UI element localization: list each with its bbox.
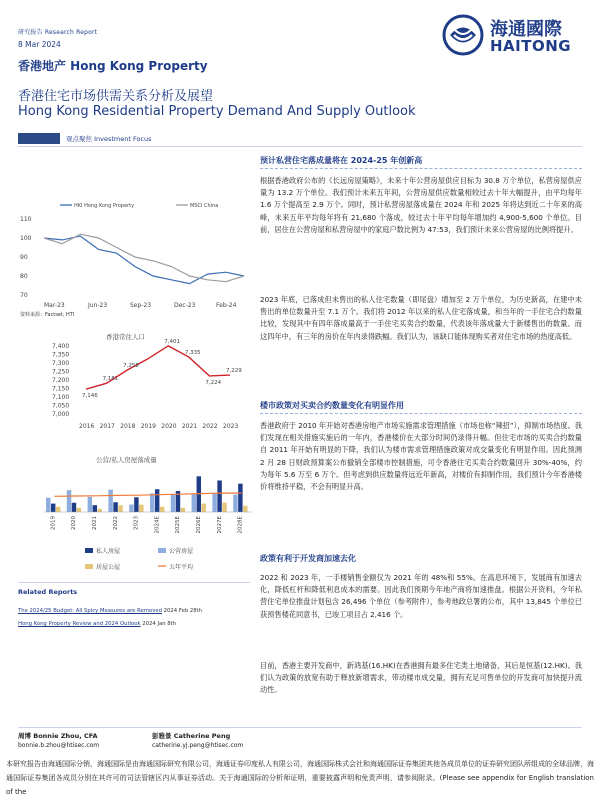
supply-bar bbox=[77, 508, 81, 512]
related-reports-heading: Related Reports bbox=[18, 588, 78, 596]
supply-bar bbox=[192, 494, 196, 512]
population-x-tick: 2016 bbox=[79, 423, 95, 430]
supply-x-tick: 2019 bbox=[50, 516, 57, 530]
section-rule bbox=[260, 413, 582, 414]
supply-bar bbox=[202, 504, 206, 512]
analyst-name: 周博 Bonnie Zhou, CFA bbox=[18, 732, 98, 740]
supply-bar bbox=[56, 507, 60, 512]
haitong-logo bbox=[442, 12, 592, 58]
report-date: 8 Mar 2024 bbox=[18, 40, 61, 49]
supply-bar bbox=[160, 507, 164, 512]
population-x-tick: 2023 bbox=[223, 423, 239, 430]
legend-swatch-hos bbox=[85, 564, 93, 569]
section-paragraph: 目前，香港主要开发商中，新鸿基(16.HK)在香港拥有最多住宅类土地储备，其后是恒基(12.HK)。我们认为政策的放宽有助于释放新增需求，带动楼市成交量，拥有充足可售单位的开发商可加快提升流动性。 bbox=[260, 661, 582, 695]
section-rule bbox=[260, 168, 582, 169]
related-report-date: 2024 Jan 8th bbox=[142, 621, 177, 627]
title-en: Hong Kong Residential Property Demand And Supply Outlook bbox=[18, 104, 416, 119]
sector-title: 香港地产 Hong Kong Property bbox=[18, 59, 208, 73]
supply-bar bbox=[171, 494, 175, 512]
population-chart bbox=[50, 330, 250, 434]
analyst-divider bbox=[18, 727, 582, 728]
population-x-tick: 2022 bbox=[202, 423, 218, 430]
section-paragraph: 2023 年底，已落成但未售出的私人住宅数量（即尾盘）增加至 2 万个单位，为历史新高，在建中未售出的单位数量升至 7.1 万个。我们将 2012 年以来的私人住宅落成量，和当年的一手住宅合约数量比较，发现其中有四年落成量高于一手住宅买卖合约数量，代表该年落成量大于新楼售出的数量。而这四年中，有三年的房价在年内录得跌幅。我们认为，该缺口能体现购买者对住宅市场的热度高低。 bbox=[260, 295, 582, 341]
section-heading: 预计私营住宅落成量将在 2024-25 年创新高 bbox=[260, 156, 423, 165]
population-data-label: 7,181 bbox=[102, 376, 119, 383]
population-x-tick: 2020 bbox=[161, 423, 177, 430]
focus-bar bbox=[18, 133, 60, 144]
supply-bar bbox=[217, 481, 221, 513]
section-paragraph: 根据香港政府公布的《长远房屋策略》，未来十年公营房屋供应目标为 30.8 万个单位，私营房屋供应量为 13.2 万个单位。我们预计未来五年间，公营房屋供应数量相较过去十年大幅提升，由平均每年 1.6 万个提高至 2.9 万个。同时，预计私营房屋落成量在 2024 年和 2025 年将达到近二十年来的高峰，未来五年平均每年将有 21,680 个落成，较过去十年平均每年增加约 4,900-5,600 个单位。目前，居住在公营房屋和私营房屋中的家庭户数比例为 47:53，我们预计未来公营房屋的比例将提升。 bbox=[260, 176, 582, 234]
related-report-item bbox=[18, 621, 258, 627]
section-paragraph: 2022 和 2023 年，一手楼销售金额仅为 2021 年的 48%和 55%。在高息环境下，发展商有加速去化，降低杠杆和降低利息成本的需要。因此我们预期今年地产商将加速推盘。根据公开资料，今年私营住宅单位推盘计划包含 26,496 个单位（参考附件），参考地政总署的公布，其中 13,845 个单位已获预售楼花同意书，已竣工项目占 2,416 个。 bbox=[260, 573, 582, 619]
population-y-tick: 7,000 bbox=[52, 411, 70, 418]
legend-label-hos: 居屋公屋 bbox=[96, 564, 121, 571]
supply-x-tick: 2022 bbox=[112, 516, 119, 530]
population-y-tick: 7,200 bbox=[52, 377, 70, 384]
legend-label-hki: HKI Hong Kong Property bbox=[74, 203, 135, 209]
population-y-tick: 7,150 bbox=[52, 385, 70, 393]
supply-bar bbox=[46, 498, 50, 512]
population-x-tick: 2021 bbox=[181, 423, 198, 430]
supply-bar bbox=[72, 503, 76, 512]
legend-swatch-public bbox=[158, 548, 166, 553]
price-series-line bbox=[44, 236, 244, 284]
supply-x-tick: 2025E bbox=[175, 516, 182, 534]
supply-bar bbox=[67, 490, 71, 512]
price-x-tick: Mar-23 bbox=[44, 302, 65, 309]
section-heading: 楼市政策对买卖合约数量变化有明显作用 bbox=[260, 401, 404, 410]
supply-bar bbox=[243, 506, 247, 512]
related-divider bbox=[18, 582, 250, 583]
price-legend bbox=[60, 203, 218, 209]
population-data-label: 7,401 bbox=[164, 338, 181, 345]
analyst-email[interactable]: catherine.yj.peng@htisec.com bbox=[152, 742, 244, 749]
price-y-tick: 100 bbox=[20, 235, 32, 242]
supply-bar bbox=[150, 494, 154, 512]
population-data-label: 7,258 bbox=[123, 363, 139, 370]
price-y-tick: 90 bbox=[20, 254, 28, 261]
analyst-email[interactable]: bonnie.b.zhou@htisec.com bbox=[18, 742, 100, 749]
population-y-tick: 7,100 bbox=[52, 394, 70, 401]
logo-text-en: HAITONG bbox=[490, 37, 572, 55]
haitong-emblem-icon bbox=[442, 14, 484, 56]
supply-x-tick: 2020 bbox=[71, 516, 78, 530]
price-x-tick: Dec-23 bbox=[174, 302, 196, 309]
price-y-tick: 80 bbox=[20, 273, 28, 280]
price-x-tick: Feb-24 bbox=[216, 302, 237, 309]
header-divider bbox=[18, 146, 582, 147]
price-chart-svg bbox=[18, 190, 250, 310]
title-cn: 香港住宅市场供需关系分析及展望 bbox=[18, 89, 214, 104]
legend-label-msci: MSCI China bbox=[190, 203, 219, 209]
supply-chart bbox=[30, 440, 260, 580]
supply-bar bbox=[98, 509, 102, 512]
supply-bar bbox=[238, 484, 242, 512]
population-y-tick: 7,350 bbox=[52, 351, 70, 359]
supply-bar bbox=[51, 504, 55, 512]
legend-label-public: 公营房屋 bbox=[169, 548, 194, 555]
population-data-label: 7,224 bbox=[205, 379, 222, 386]
price-y-tick: 110 bbox=[20, 216, 32, 223]
supply-legend bbox=[85, 547, 193, 571]
supply-bar bbox=[233, 495, 237, 512]
price-series-line bbox=[44, 234, 244, 282]
price-y-tick: 70 bbox=[20, 292, 28, 299]
supply-bar bbox=[212, 494, 216, 512]
supply-x-tick: 2028E bbox=[237, 516, 244, 534]
supply-bar bbox=[88, 497, 92, 512]
population-y-tick: 7,300 bbox=[52, 360, 70, 367]
supply-bar bbox=[129, 505, 133, 512]
legend-swatch-private bbox=[85, 548, 93, 553]
price-chart bbox=[18, 190, 250, 310]
price-x-tick: Jun-23 bbox=[88, 302, 108, 309]
supply-x-tick: 2023 bbox=[133, 516, 140, 530]
population-x-tick: 2019 bbox=[140, 423, 156, 430]
population-x-tick: 2018 bbox=[120, 423, 136, 430]
related-report-link[interactable]: The 2024/25 Budget: All Spicy Measures are Removed bbox=[18, 608, 162, 614]
supply-bar bbox=[155, 489, 159, 512]
supply-bar bbox=[118, 505, 122, 512]
population-x-tick: 2017 bbox=[99, 423, 115, 430]
logo-text-cn: 海通國際 bbox=[490, 19, 562, 40]
supply-bar bbox=[181, 508, 185, 512]
population-chart-svg bbox=[50, 330, 250, 434]
related-report-item bbox=[18, 608, 258, 614]
supply-bar bbox=[113, 502, 117, 512]
population-y-tick: 7,400 bbox=[52, 343, 70, 350]
supply-bar bbox=[139, 505, 143, 512]
supply-bar bbox=[108, 490, 112, 512]
population-data-label: 7,229 bbox=[226, 368, 242, 375]
footer-disclaimer: 本研究报告由海通国际分销，海通国际是由海通国际研究有限公司，海通证券印度私人有限公司，海通国际株式会社和海通国际证券集团其他各成员单位的证券研究团队所组成的全球品牌，海通国际证券集团各成员分别在其许可的司法管辖区内从事证券活动。关于海通国际的分析师证明，重要披露声明和免责声明，请参阅附录。(Please see appendix for English translation of the bbox=[6, 760, 594, 796]
legend-label-private: 私人房屋 bbox=[96, 548, 121, 555]
legend-label-average: 五年平均 bbox=[169, 564, 194, 571]
section-heading: 政策有利于开发商加速去化 bbox=[260, 554, 356, 563]
related-report-link[interactable]: Hong Kong Property Review and 2024 Outlook bbox=[18, 621, 141, 627]
price-x-tick: Sep-23 bbox=[130, 302, 152, 309]
population-data-label: 7,335 bbox=[184, 350, 201, 357]
focus-label: 观点聚焦 Investment Focus bbox=[66, 135, 152, 143]
supply-x-tick: 2026E bbox=[196, 516, 202, 534]
price-chart-source: 资料来源：Factset, HTI bbox=[20, 312, 75, 318]
population-chart-title: 香港常住人口 bbox=[106, 333, 145, 341]
section-paragraph: 香港政府于 2010 年开始对香港房地产市场实施需求管理措施（市场也称“辣招”），抑制市场热度。我们发现在相关措施实施后的一年内，香港楼价在大部分时间仍录得升幅。但住宅市场的买卖合约数量自 2011 年开始有明显的下降，我们认为楼市需求管理措施政策对成交量变化有明显作用。因此预测 2 月 28 日财政预算案公布撤销全部楼市控制措施，可令香港住宅买卖合约数量回升 30%-40%，约为每年 5.6 万至 6 万个。但考虑到供应数量将远近年新高，对楼价有抑制作用，我们预计今年香港楼价将维持平稳，不会有明显升高。 bbox=[260, 421, 582, 492]
population-y-tick: 7,050 bbox=[52, 402, 70, 410]
population-data-label: 7,146 bbox=[82, 393, 98, 400]
supply-x-tick: 2021 bbox=[92, 516, 98, 530]
supply-chart-title: 公营/私人房屋落成量 bbox=[96, 456, 157, 464]
analyst-name: 彭雅景 Catherine Peng bbox=[152, 732, 231, 740]
supply-chart-svg bbox=[30, 440, 260, 580]
supply-x-tick: 2024E bbox=[154, 516, 161, 534]
supply-bar bbox=[93, 505, 97, 512]
report-type: 研究报告 Research Report bbox=[18, 29, 98, 36]
supply-x-tick: 2027E bbox=[216, 516, 223, 534]
supply-bar bbox=[222, 503, 226, 512]
population-y-tick: 7,250 bbox=[52, 368, 70, 376]
related-report-date: 2024 Feb 28th bbox=[163, 608, 203, 614]
supply-bar bbox=[134, 497, 138, 512]
